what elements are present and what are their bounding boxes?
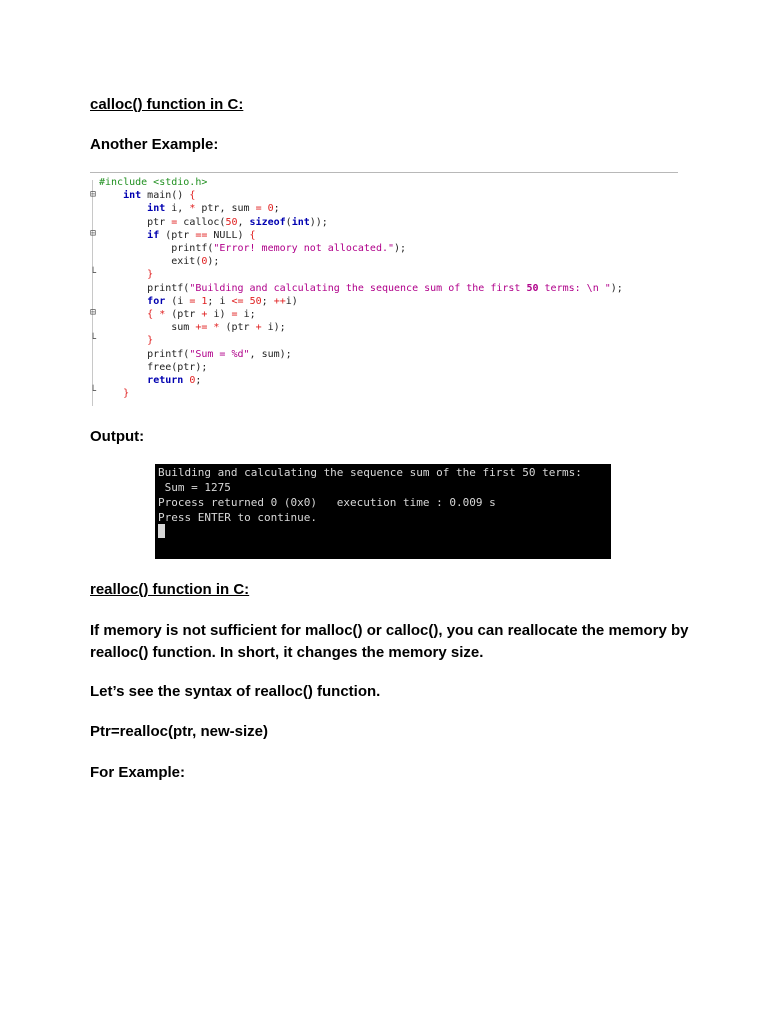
realloc-description: If memory is not sufficient for malloc() or calloc(), you can reallocate the memory by realloc() function. In short, it changes the memory size. xyxy=(90,622,689,661)
code-line: exit(0); xyxy=(99,256,220,268)
terminal-line: Process returned 0 (0x0) execution time : 0.009 s xyxy=(158,496,496,509)
code-line: } xyxy=(147,335,154,347)
for-example-heading: For Example: xyxy=(90,764,186,781)
terminal-line: Building and calculating the sequence sum of the first 50 terms: xyxy=(158,466,582,479)
code-gutter xyxy=(92,180,93,406)
output-heading: Output: xyxy=(90,428,145,445)
syntax-intro: Let’s see the syntax of realloc() function. xyxy=(90,683,381,700)
fold-marker-icon: ⊟ xyxy=(90,228,97,239)
code-top-border xyxy=(90,172,678,173)
code-line: int i, * ptr, sum = 0; xyxy=(147,203,280,215)
code-line: for (i = 1; i <= 50; ++i) xyxy=(147,295,298,307)
fold-marker-icon: ⊟ xyxy=(90,189,97,200)
code-block xyxy=(99,176,623,400)
code-line: } xyxy=(123,388,130,400)
syntax-line: Ptr=realloc(ptr, new-size) xyxy=(90,723,268,740)
code-line: int main() { xyxy=(123,190,196,202)
terminal-line: Press ENTER to continue. xyxy=(158,511,317,524)
code-line: } xyxy=(147,269,154,281)
code-line: free(ptr); xyxy=(99,361,208,373)
code-line: #include <stdio.h> xyxy=(99,177,208,188)
code-line: ptr = calloc(50, sizeof(int)); xyxy=(99,216,328,228)
code-line: if (ptr == NULL) { xyxy=(147,229,256,241)
calloc-heading: calloc() function in C: xyxy=(90,96,244,113)
code-line: printf("Error! memory not allocated."); xyxy=(99,243,407,255)
terminal-output xyxy=(155,464,611,559)
terminal-line: Sum = 1275 xyxy=(158,481,231,494)
code-line: printf("Sum = %d", sum); xyxy=(99,348,292,360)
another-example-heading: Another Example: xyxy=(90,136,219,153)
fold-end-icon: └ xyxy=(90,334,97,345)
code-screenshot xyxy=(90,172,678,408)
realloc-heading: realloc() function in C: xyxy=(90,581,250,598)
fold-end-icon: └ xyxy=(90,268,97,279)
code-line: { * (ptr + i) = i; xyxy=(147,309,256,321)
fold-end-icon: └ xyxy=(90,386,97,397)
fold-marker-icon: ⊟ xyxy=(90,307,97,318)
code-line: return 0; xyxy=(147,375,202,387)
code-line: sum += * (ptr + i); xyxy=(99,322,286,334)
code-line: printf("Building and calculating the sequence sum of the first 50 terms: \n "); xyxy=(99,282,623,294)
terminal-cursor xyxy=(158,524,165,538)
